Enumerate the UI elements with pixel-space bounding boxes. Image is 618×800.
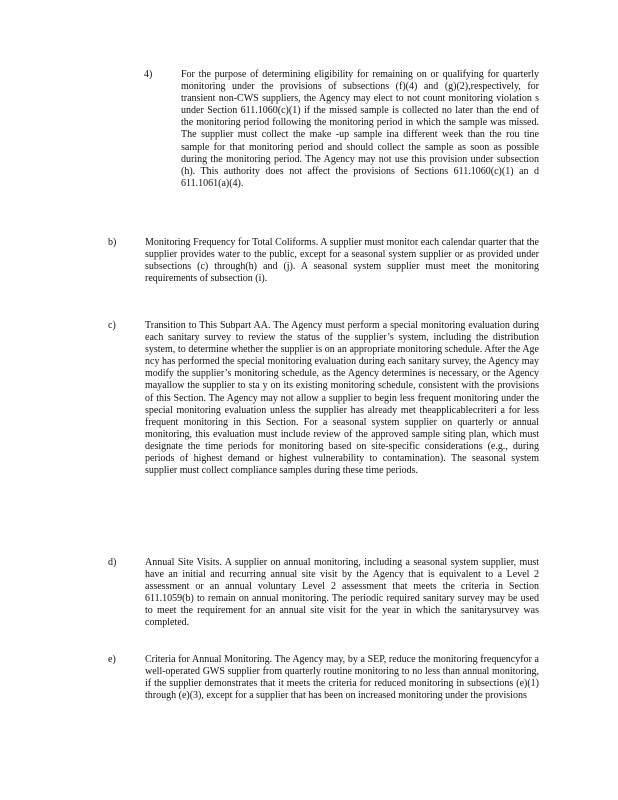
paragraph-label: c) [108,320,116,331]
paragraph-label: d) [108,557,117,568]
paragraph-text: For the purpose of determining eligibility for remaining on or qualifying for quarterly monitoring under the provisions of subsections (f)(4) and (g)(2),respectively, for transient non-CWS suppliers, the Agency may elect to not count monitoring violation s under Section 611.1060(c)(1) if the missed sample is collected no later than the end of the monitoring period following the monitoring period in which the sample was missed. The supplier must collect the make -up sample ina different week than the rou tine sample for that monitoring period and should collect the sample as soon as possible during the monitoring period. The Agency may not use this provision under subsection (h). This authority does not affect the provisions of Sections 611.1060(c)(1) an d 611.1061(a)(4). [181,69,539,189]
paragraph-text: Transition to This Subpart AA. The Agency must perform a special monitoring evaluation during each sanitary survey to review the status of the supplier’s system, including the distribution system, to determine whether the supplier is on an appropriate monitoring schedule. After the Age ncy has performed the special monitoring evaluation during each sanitary survey, the Agency may modify the supplier’s monitoring schedule, as the Agency determines is necessary, or the Agency mayallow the supplier to sta y on its existing monitoring schedule, consistent with the provisions of this Section. The Agency may not allow a supplier to begin less frequent monitoring under the special monitoring evaluation unless the supplier has already met theapplicablecriteri a for less frequent monitoring in this Section. For a seasonal system supplier on quarterly or annual monitoring, this evaluation must include review of the approved sample siting plan, which must designate the time periods for monitoring based on site-specific considerations (e.g., during periods of highest demand or highest vulnerability to contamination). The seasonal system supplier must collect compliance samples during these time periods. [145,320,539,477]
paragraph-label: 4) [144,69,153,80]
paragraph-label: b) [108,237,117,248]
paragraph-text: Annual Site Visits. A supplier on annual monitoring, including a seasonal system supplier, must have an initial and recurring annual site visit by the Agency that is equivalent to a Level 2 assessment or an annual voluntary Level 2 assessment that meets the criteria in Section 611.1059(b) to remain on annual monitoring. The periodic required sanitary survey may be used to meet the requirement for an annual site visit for the year in which the sanitarysurvey was completed. [145,557,539,629]
paragraph-text: Criteria for Annual Monitoring. The Agency may, by a SEP, reduce the monitoring frequencyfor a well-operated GWS supplier from quarterly routine monitoring to no less than annual monitoring, if the supplier demonstrates that it meets the criteria for reduced monitoring in subsections (e)(1) through (e)(3), except for a supplier that has been on increased monitoring under the provisions [145,654,539,702]
paragraph-label: e) [108,654,116,665]
paragraph-text: Monitoring Frequency for Total Coliforms. A supplier must monitor each calendar quarter that the supplier provides water to the public, except for a seasonal system supplier or as provided under subsections (c) through(h) and (j). A seasonal system supplier must meet the monitoring requirements of subsection (i). [145,237,539,285]
